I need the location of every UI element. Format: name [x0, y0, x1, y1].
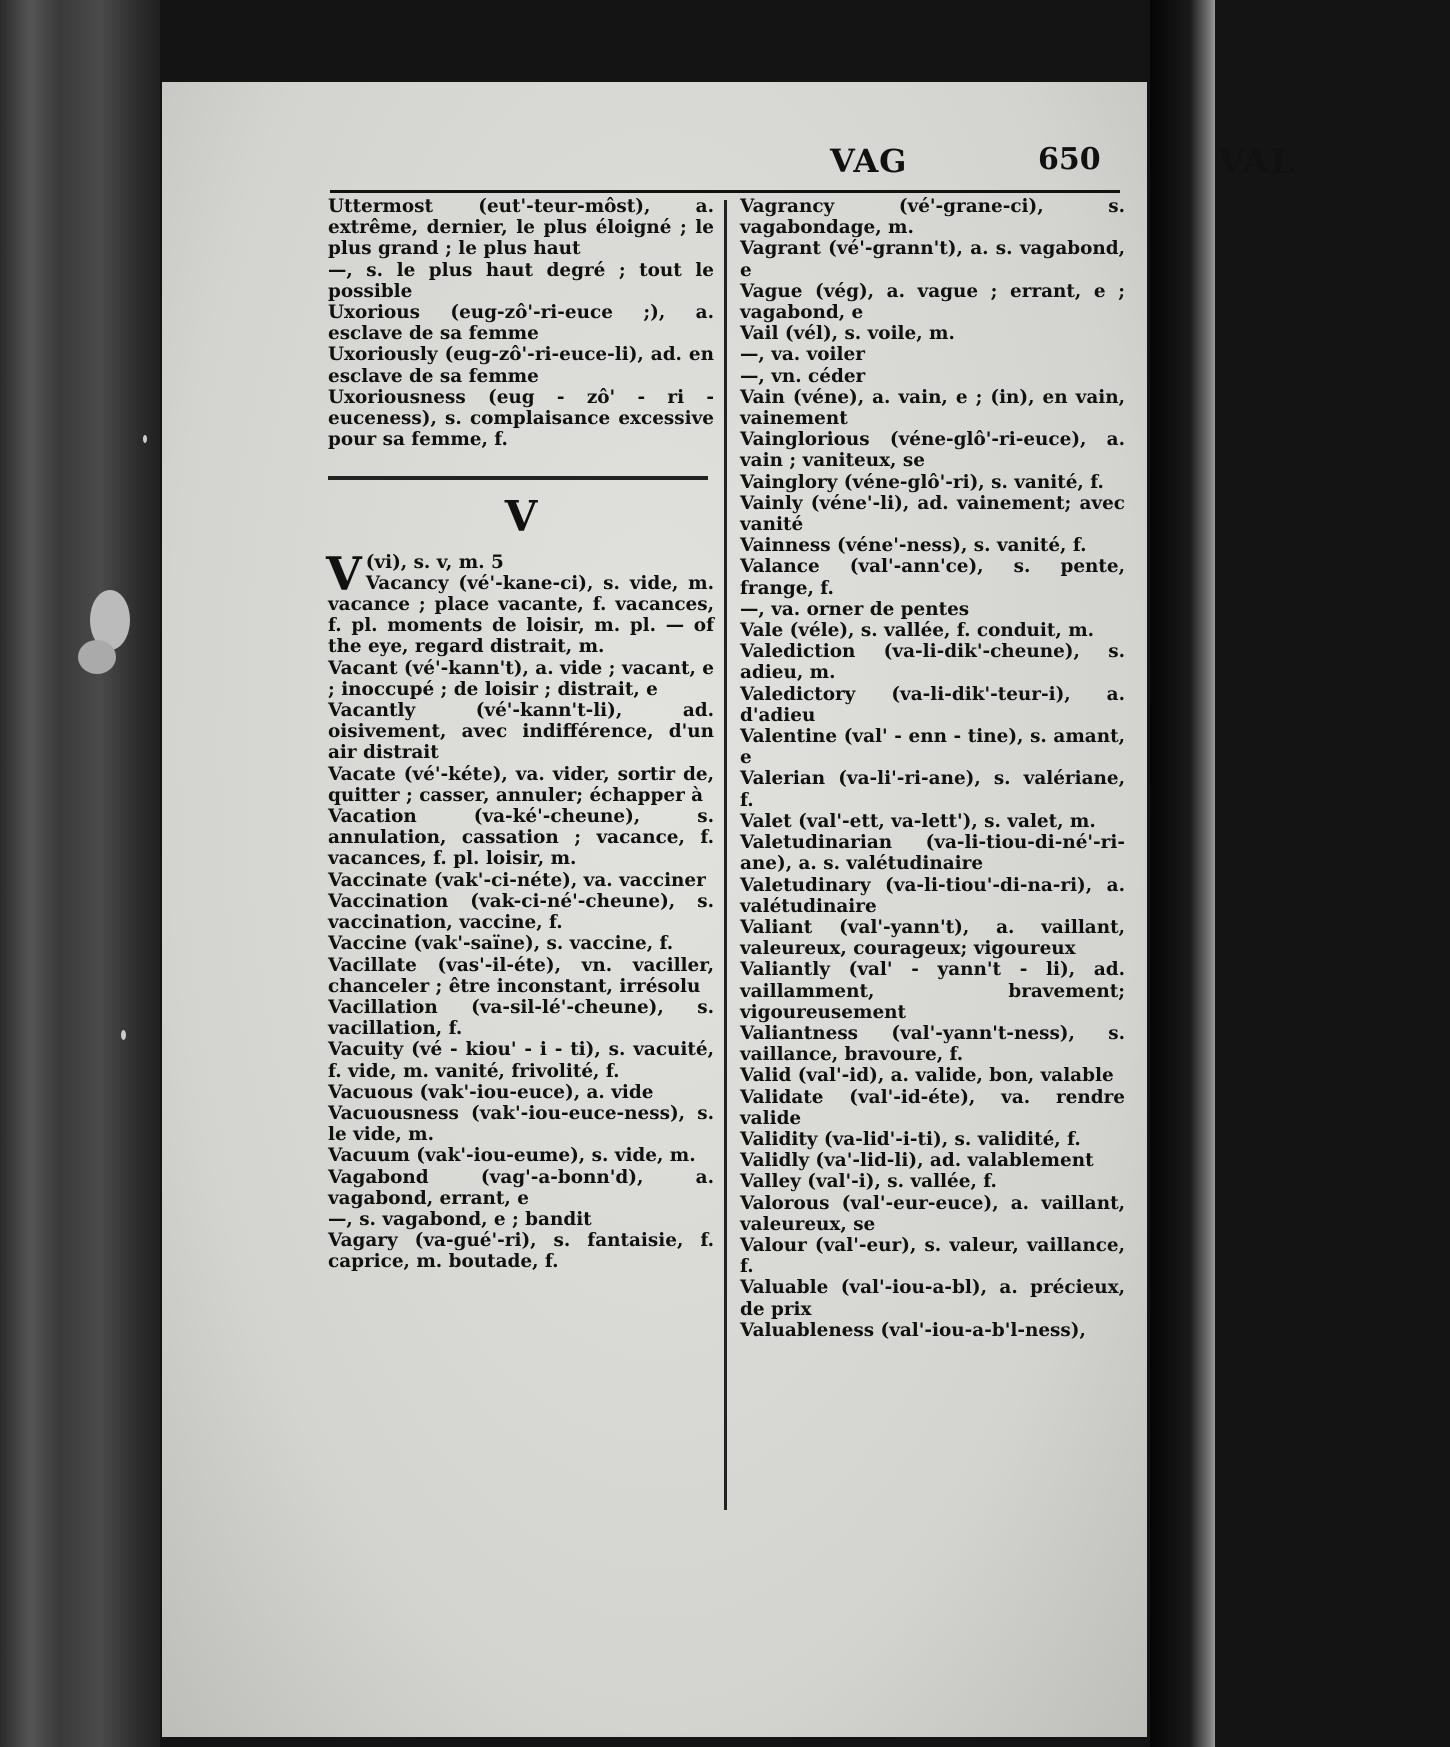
- dictionary-entry: —, va. voiler: [740, 344, 865, 366]
- dictionary-entry: Valance (val'-ann'ce), s. pente, frange, f.: [740, 556, 1125, 599]
- dictionary-entry: Valorous (val'-eur-euce), a. vaillant, valeureux, se: [740, 1192, 1125, 1235]
- dictionary-entry: Vagary (va-gué'-ri), s. fantaisie, f. caprice, m. boutade, f.: [328, 1230, 714, 1273]
- dictionary-entry: Vacation (va-ké'-cheune), s. annulation, cassation ; vacance, f. vacances, f. pl. loisir, m.: [328, 806, 714, 870]
- dictionary-entry: Vainly (véne'-li), ad. vainement; avec vanité: [740, 492, 1125, 536]
- dictionary-entry: Valour (val'-eur), s. valeur, vaillance, f.: [740, 1234, 1125, 1278]
- dictionary-entry: Vacillate (vas'-il-éte), vn. vaciller, chanceler ; être inconstant, irrésolu: [328, 954, 714, 997]
- dictionary-entry: Vacant (vé'-kann't), a. vide ; vacant, e ; inoccupé ; de loisir ; distrait, e: [328, 657, 714, 700]
- dictionary-entry: Vagrancy (vé'-grane-ci), s. vagabondage, m.: [740, 196, 1125, 239]
- scan-right-margin: [1150, 0, 1215, 1747]
- dictionary-entry: Uttermost (eut'-teur-môst), a. extrême, dernier, le plus éloigné ; le plus grand ; le plus haut: [328, 196, 714, 260]
- dictionary-entry: Validity (va-lid'-i-ti), s. validité, f.: [740, 1128, 1081, 1150]
- dictionary-entry: Uxorious (eug-zô'-ri-euce ;), a. esclave de sa femme: [328, 302, 714, 345]
- dictionary-entry: Vainness (véne'-ness), s. vanité, f.: [740, 535, 1087, 557]
- dictionary-entry: —, s. vagabond, e ; bandit: [328, 1208, 592, 1230]
- dictionary-entry: Vale (véle), s. vallée, f. conduit, m.: [740, 620, 1095, 642]
- dictionary-entry: Validate (val'-id-éte), va. rendre valide: [740, 1086, 1125, 1129]
- dropcap-letter: V: [326, 546, 362, 601]
- dictionary-entry: Validly (va'-lid-li), ad. valablement: [740, 1150, 1094, 1172]
- left-entries-bottom: [328, 573, 714, 1273]
- right-entries: [740, 196, 1125, 1341]
- section-rule: [328, 476, 708, 480]
- dictionary-entry: Valediction (va-li-dik'-cheune), s. adieu, m.: [740, 641, 1125, 684]
- left-column: [328, 196, 714, 1273]
- dictionary-entry: Valiantly (val' - yann't - li), ad. vaillamment, bravement; vigoureusement: [740, 959, 1125, 1023]
- dictionary-entry: Vain (véne), a. vain, e ; (in), en vain, vainement: [740, 386, 1125, 430]
- dictionary-entry: Valentine (val' - enn - tine), s. amant, e: [740, 726, 1125, 769]
- dropcap-block: [326, 546, 714, 1273]
- dictionary-entry: Valuableness (val'-iou-a-b'l-ness),: [740, 1319, 1086, 1341]
- dictionary-entry: Valuable (val'-iou-a-bl), a. précieux, de prix: [740, 1277, 1125, 1320]
- section-letter: V: [504, 492, 538, 542]
- dictionary-entry: Vaccination (vak-ci-né'-cheune), s. vaccination, vaccine, f.: [328, 890, 714, 934]
- scan-speck: [121, 1030, 126, 1040]
- dictionary-entry: Valiantness (val'-yann't-ness), s. vaillance, bravoure, f.: [740, 1022, 1125, 1066]
- dictionary-entry: Vagabond (vag'-a-bonn'd), a. vagabond, errant, e: [328, 1166, 714, 1209]
- dictionary-entry: Vague (vég), a. vague ; errant, e ; vagabond, e: [740, 280, 1125, 324]
- dictionary-entry: Vaccinate (vak'-ci-néte), va. vacciner: [328, 869, 706, 891]
- dictionary-entry: Vainglorious (véne-glô'-ri-euce), a. vain ; vaniteux, se: [740, 429, 1125, 472]
- dictionary-entry: Vacancy (vé'-kane-ci), s. vide, m. vacance ; place vacante, f. vacances, f. pl. moments de loisir, m. pl. — of the eye, regard distrait, m.: [328, 572, 714, 658]
- dictionary-entry: —, vn. céder: [740, 365, 866, 387]
- dictionary-entry: Vacantly (vé'-kann't-li), ad. oisivement, avec indifférence, d'un air distrait: [328, 700, 714, 764]
- dictionary-entry: Vacate (vé'-kéte), va. vider, sortir de, quitter ; casser, annuler; échapper à: [328, 763, 714, 806]
- dictionary-entry: Valetudinarian (va-li-tiou-di-né'-ri-ane), a. s. valétudinaire: [740, 832, 1125, 875]
- header-rule: [330, 190, 1120, 193]
- right-column: [740, 196, 1125, 1341]
- dictionary-entry: Valiant (val'-yann't), a. vaillant, valeureux, courageux; vigoureux: [740, 916, 1125, 960]
- dictionary-entry: Valid (val'-id), a. valide, bon, valable: [740, 1065, 1114, 1087]
- header-guide-word-left: VAG: [830, 142, 908, 180]
- dictionary-entry: Valetudinary (va-li-tiou'-di-na-ri), a. valétudinaire: [740, 874, 1125, 917]
- dictionary-entry: Valedictory (va-li-dik'-teur-i), a. d'adieu: [740, 683, 1125, 726]
- scan-left-margin: [0, 0, 160, 1747]
- dictionary-entry: Vacuous (vak'-iou-euce), a. vide: [328, 1081, 654, 1103]
- dropcap-entry: (vi), s. v, m. 5: [365, 551, 504, 573]
- dictionary-entry: —, s. le plus haut degré ; tout le possible: [328, 259, 714, 302]
- scan-stain: [78, 640, 116, 674]
- dictionary-entry: Vacuousness (vak'-iou-euce-ness), s. le vide, m.: [328, 1102, 714, 1146]
- dictionary-entry: Vagrant (vé'-grann't), a. s. vagabond, e: [740, 238, 1125, 281]
- dictionary-entry: Vail (vél), s. voile, m.: [740, 323, 955, 345]
- page-header: [330, 142, 1450, 182]
- dictionary-entry: —, va. orner de pentes: [740, 598, 970, 620]
- dictionary-entry: Vacuity (vé - kiou' - i - ti), s. vacuité, f. vide, m. vanité, frivolité, f.: [328, 1039, 714, 1082]
- header-guide-word-right: VAL: [1218, 142, 1296, 182]
- dictionary-entry: Vainglory (véne-glô'-ri), s. vanité, f.: [740, 471, 1104, 493]
- dictionary-entry: Uxoriously (eug-zô'-ri-euce-li), ad. en esclave de sa femme: [328, 344, 714, 387]
- scan-speck: [143, 435, 147, 443]
- dictionary-entry: Uxoriousness (eug - zô' - ri - euceness), s. complaisance excessive pour sa femme, f.: [328, 386, 714, 451]
- dictionary-entry: Valley (val'-i), s. vallée, f.: [740, 1171, 997, 1193]
- dictionary-entry: Valet (val'-ett, va-lett'), s. valet, m.: [740, 810, 1096, 832]
- dictionary-entry: Valerian (va-li'-ri-ane), s. valériane, f.: [740, 768, 1125, 811]
- dictionary-entry: Vacuum (vak'-iou-eume), s. vide, m.: [328, 1145, 696, 1167]
- page-number: 650: [1038, 142, 1101, 177]
- column-divider: [724, 200, 727, 1510]
- dictionary-entry: Vaccine (vak'-saïne), s. vaccine, f.: [328, 933, 674, 955]
- left-entries-top: [328, 196, 714, 450]
- dictionary-entry: Vacillation (va-sil-lé'-cheune), s. vacillation, f.: [328, 996, 714, 1040]
